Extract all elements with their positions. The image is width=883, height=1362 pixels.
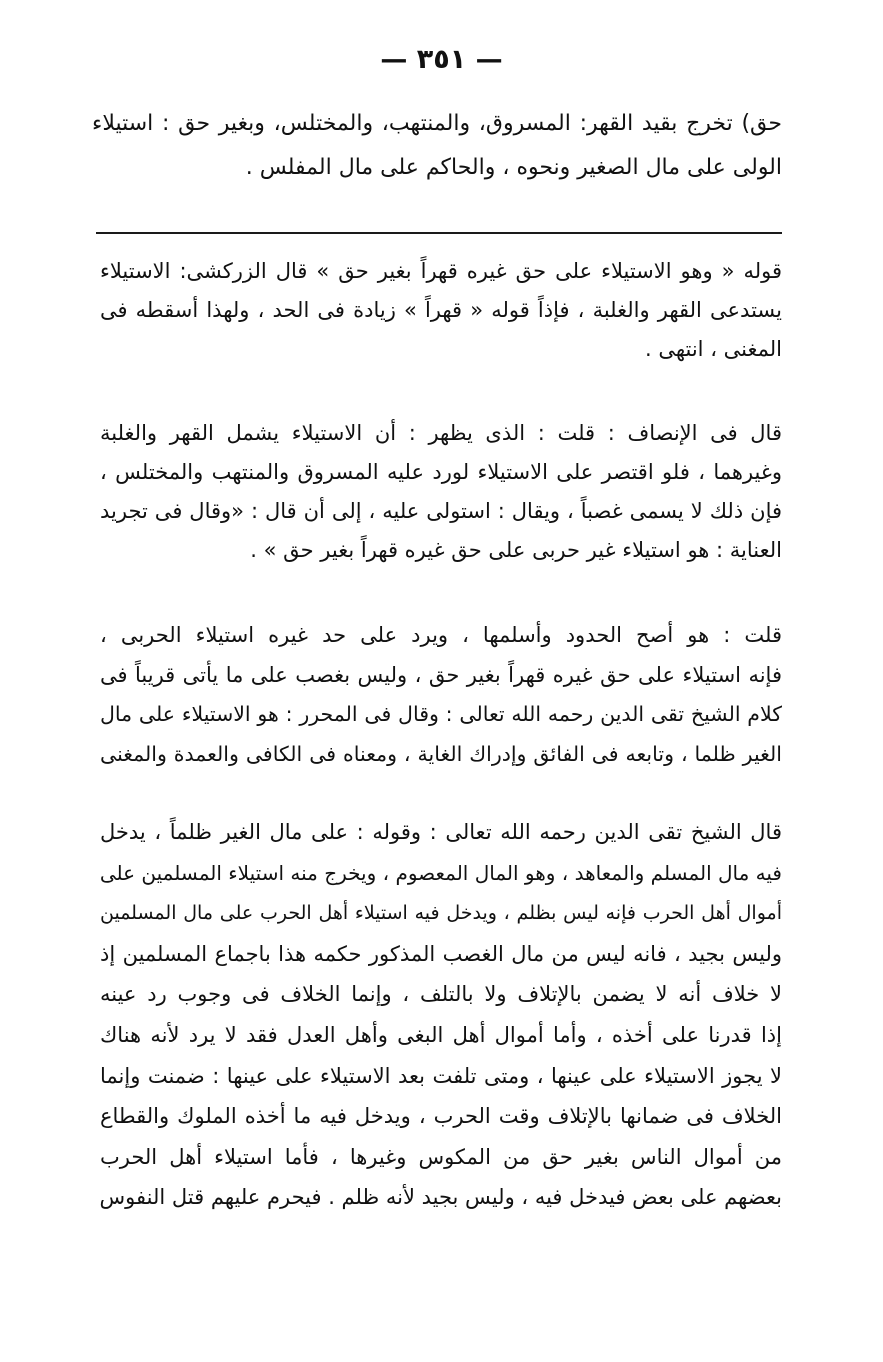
- paragraph-line: فإن ذلك لا يسمى غصباً ، ويقال : استولى عليه ، إلى أن قال : «وقال فى تجريد: [100, 499, 782, 523]
- paragraph-qultu: [100, 616, 782, 774]
- paragraph-line: قال الشيخ تقى الدين رحمه الله تعالى : وقوله : على مال الغير ظلماً ، يدخل: [100, 820, 782, 844]
- paragraph-line: وغيرهما ، فلو اقتصر على الاستيلاء لورد عليه المسروق والمنتهب والمختلس ،: [100, 460, 782, 484]
- paragraph-line: بعضهم على بعض فيدخل فيه ، وليس بجيد لأنه ظلم . فيحرم عليهم قتل النفوس: [100, 1185, 782, 1210]
- paragraph-line: الخلاف فى ضمانها بالإتلاف وقت الحرب ، ويدخل فيه ما أخذه الملوك والقطاع: [100, 1104, 782, 1129]
- top-note-line: الولى على مال الصغير ونحوه ، والحاكم على مال المفلس .: [245, 155, 782, 180]
- page-number: — ٣٥١ —: [380, 44, 503, 75]
- paragraph-line: قال فى الإنصاف : قلت : الذى يظهر : أن الاستيلاء يشمل القهر والغلبة: [100, 421, 782, 445]
- paragraph-taqi-al-din: [100, 812, 782, 1218]
- paragraph-line: قلت : هو أصح الحدود وأسلمها ، ويرد على حد غيره استيلاء الحربى ،: [100, 623, 782, 647]
- paragraph-line: أموال أهل الحرب فإنه ليس بظلم ، ويدخل فيه استيلاء أهل الحرب على مال المسلمين: [100, 902, 782, 925]
- paragraph-line: يستدعى القهر والغلبة ، فإذاً قوله « قهراً » زيادة فى الحد ، ولهذا أسقطه فى: [100, 298, 782, 322]
- section-divider: [96, 232, 782, 234]
- top-note: [92, 102, 782, 190]
- paragraph-line: الغير ظلما ، وتابعه فى الفائق وإدراك الغاية ، ومعناه فى الكافى والعمدة والمغنى: [100, 741, 782, 766]
- paragraph-line: لا خلاف أنه لا يضمن بالإتلاف ولا بالتلف ، وإنما الخلاف فى وجوب رد عينه: [100, 982, 782, 1007]
- paragraph-line: المغنى ، انتهى .: [644, 337, 782, 361]
- paragraph-line: قوله « وهو الاستيلاء على حق غيره قهراً بغير حق » قال الزركشى: الاستيلاء: [100, 259, 782, 283]
- top-note-line: حق) تخرج بقيد القهر: المسروق، والمنتهب، والمختلس، وبغير حق : استيلاء: [92, 111, 782, 136]
- paragraph-zarkashi: [100, 252, 782, 369]
- paragraph-line: العناية : هو استيلاء غير حربى على حق غيره قهراً بغير حق » .: [250, 538, 782, 562]
- paragraph-line: لا يجوز الاستيلاء على عينها ، ومتى تلفت بعد الاستيلاء على عينها : ضمنت وإنما: [100, 1063, 782, 1088]
- paragraph-line: وليس بجيد ، فانه ليس من مال الغصب المذكور حكمه هذا باجماع المسلمين إذ: [100, 941, 782, 966]
- paragraph-insaf: [100, 414, 782, 570]
- paragraph-line: إذا قدرنا على أخذه ، وأما أموال أهل البغى وأهل العدل فقد لا يرد لأنه هناك: [100, 1022, 782, 1047]
- paragraph-line: من أموال الناس بغير حق من المكوس وغيرها ، فأما استيلاء أهل الحرب: [100, 1144, 782, 1169]
- paragraph-line: فيه مال المسلم والمعاهد ، وهو المال المعصوم ، ويخرج منه استيلاء المسلمين على: [100, 860, 782, 885]
- paragraph-line: فإنه استيلاء على حق غيره قهراً بغير حق ، وليس بغصب على ما يأتى قريباً فى: [100, 662, 782, 687]
- paragraph-line: كلام الشيخ تقى الدين رحمه الله تعالى : وقال فى المحرر : هو الاستيلاء على مال: [100, 702, 782, 727]
